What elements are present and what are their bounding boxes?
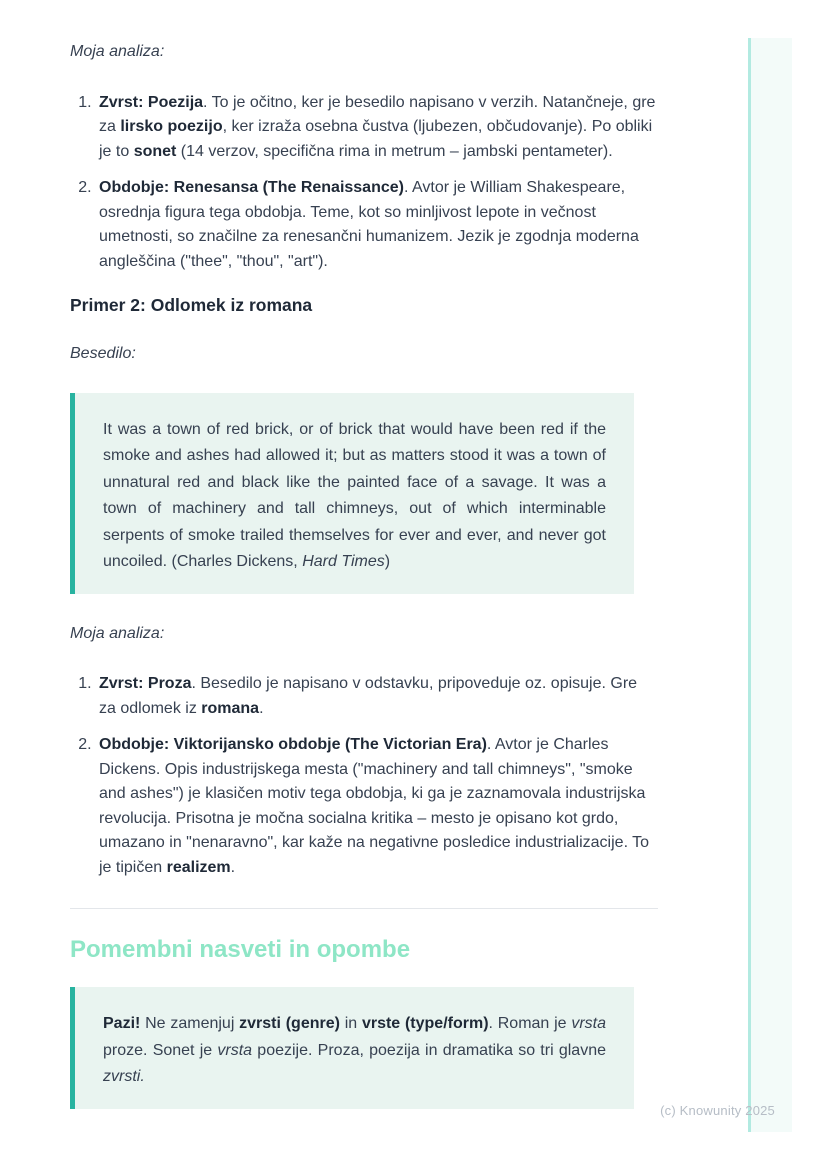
list-item: 1. Zvrst: Proza. Besedilo je napisano v odstavku, pripoveduje oz. opisuje. Gre za odlomek iz romana.: [96, 672, 658, 721]
document-content: [70, 40, 658, 1109]
copyright-notice: (c) Knowunity 2025: [660, 1103, 775, 1118]
besedilo-label: Besedilo:: [70, 345, 136, 362]
list-item: 1. Zvrst: Poezija. To je očitno, ker je besedilo napisano v verzih. Natančneje, gre za lirsko poezijo, ker izraža osebna čustva (ljubezen, občudovanje). Po obliki je to sonet (14 verzov, specifična rima in metrum – jambski pentameter).: [96, 91, 658, 165]
analysis-label-1: Moja analiza:: [70, 43, 165, 60]
section-divider: [70, 908, 658, 909]
list-item: 2. Obdobje: Renesansa (The Renaissance). Avtor je William Shakespeare, osrednja figura tega obdobja. Teme, kot so minljivost lepote in večnost umetnosti, so značilne za renesančni humanizem. Jezik je zgodnja moderna angleščina ("thee", "thou", "art").: [96, 176, 658, 274]
analysis-list-2: [70, 672, 658, 880]
analysis-label-2: Moja analiza:: [70, 624, 165, 642]
page-edge-decoration: [748, 38, 792, 1132]
section-heading: Pomembni nasveti in opombe: [70, 936, 411, 963]
analysis-list-1: [70, 91, 658, 275]
pazi-note: Pazi! Ne zamenjuj zvrsti (genre) in vrste (type/form). Roman je vrsta proze. Sonet je vrsta poezije. Proza, poezija in dramatika so tri glavne zvrsti.: [70, 987, 634, 1109]
dickens-quote: It was a town of red brick, or of brick that would have been red if the smoke and ashes had allowed it; but as matters stood it was a town of unnatural red and black like the painted face of a savage. It was a town of machinery and tall chimneys, out of which interminable serpents of smoke trailed themselves for ever and ever, and never got uncoiled. (Charles Dickens, Hard Times): [70, 393, 634, 594]
primer2-heading: Primer 2: Odlomek iz romana: [70, 295, 313, 315]
list-item: 2. Obdobje: Viktorijansko obdobje (The Victorian Era). Avtor je Charles Dickens. Opis industrijskega mesta ("machinery and tall chimneys", "smoke and ashes") je klasičen motiv tega obdobja, ki ga je zaznamovala industrijska revolucija. Prisotna je močna socialna kritika – mesto je opisano kot grdo, umazano in "nenaravno", kar kaže na negativne posledice industrializacije. To je tipičen realizem.: [96, 733, 658, 880]
